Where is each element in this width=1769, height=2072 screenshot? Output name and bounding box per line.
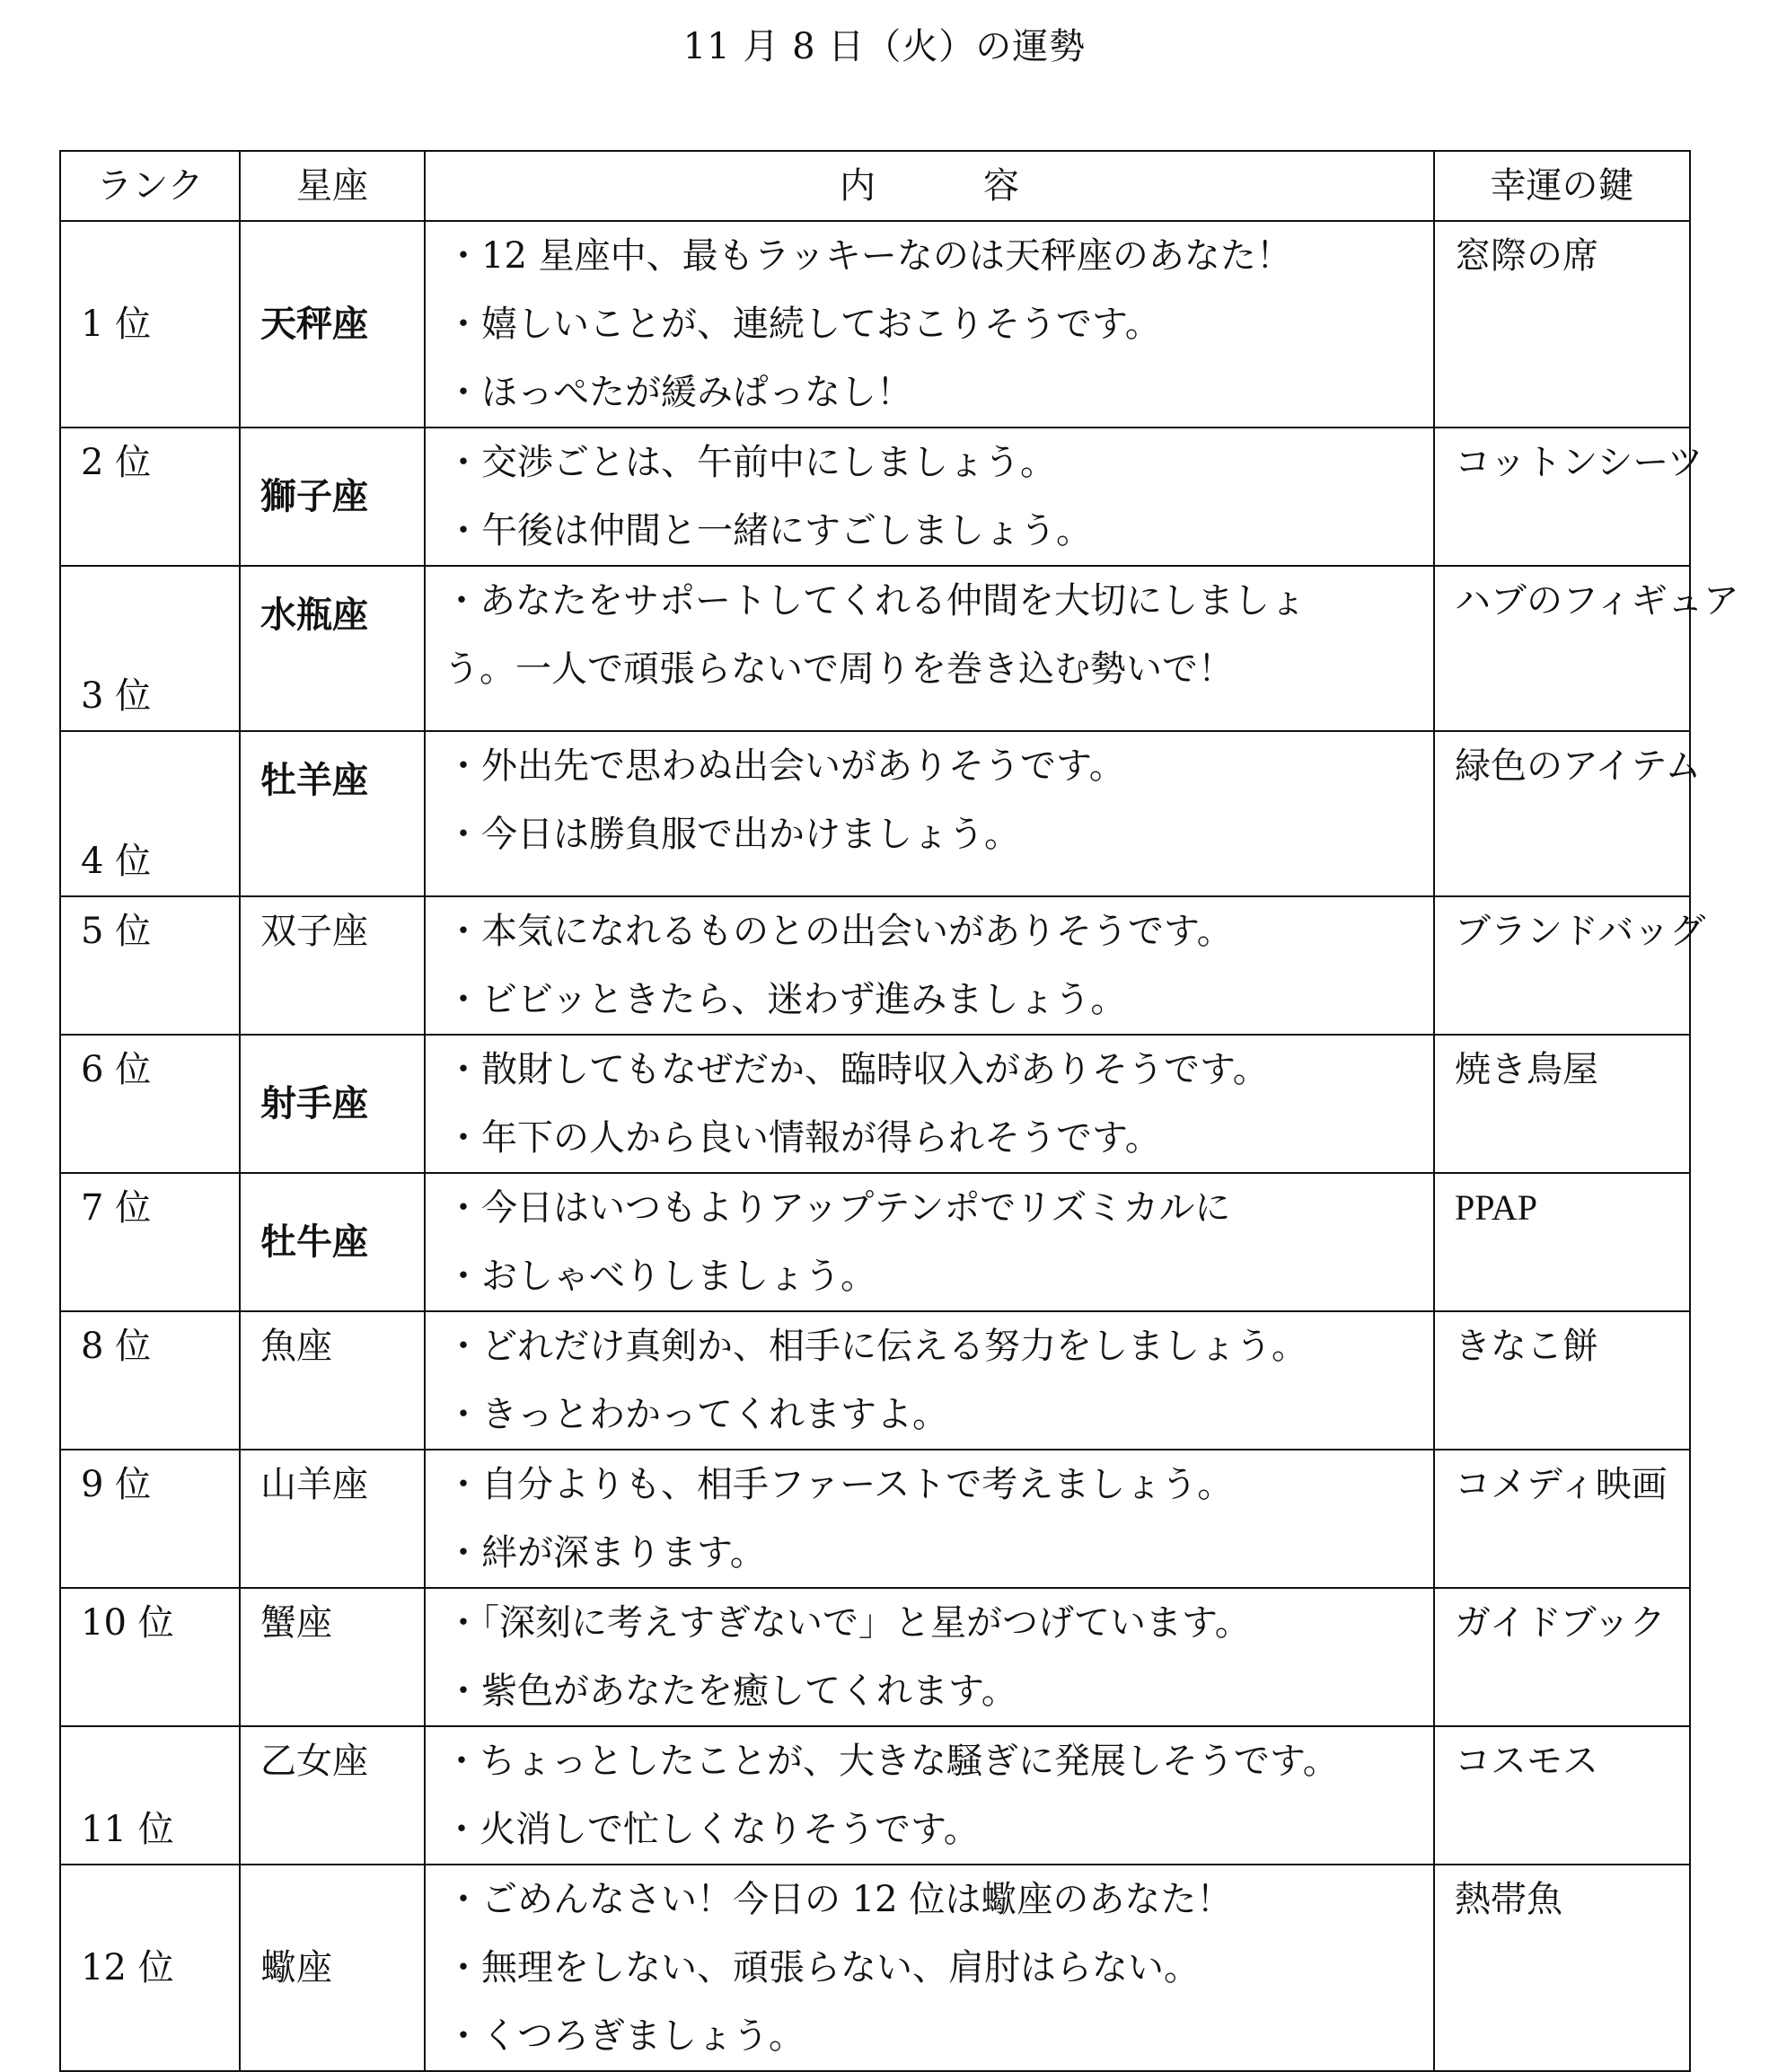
content-cell [425, 896, 1434, 1035]
fortune-table [59, 150, 1739, 2072]
content-cell [425, 1035, 1434, 1173]
content-line: ・交渉ごとは、午前中にしましょう。 [445, 442, 1056, 483]
content-line: ・ちょっとしたことが、大きな騒ぎに発展しそうです。 [444, 1741, 1339, 1782]
content-line: ・年下の人から良い情報が得られそうです。 [445, 1117, 1161, 1159]
header-content: 内 容 [425, 151, 1434, 221]
lucky-key-cell: 熱帯魚 [1434, 1865, 1690, 2071]
rank-cell: 7 位 [60, 1173, 240, 1311]
content-line: ・外出先で思わぬ出会いがありそうです。 [445, 745, 1125, 787]
sign-cell: 射手座 [240, 1035, 425, 1173]
rank-cell: 5 位 [60, 896, 240, 1035]
rank-cell: 6 位 [60, 1035, 240, 1173]
content-line: ・今日はいつもよりアップテンポでリズミカルに [445, 1187, 1231, 1229]
table-row [60, 1173, 1690, 1311]
sign-cell: 蟹座 [240, 1588, 425, 1726]
lucky-key-cell: コスモス [1434, 1726, 1690, 1865]
content-line: ・本気になれるものとの出会いがありそうです。 [445, 911, 1233, 952]
content-line: ・きっとわかってくれますよ。 [445, 1394, 948, 1435]
rank-cell: 3 位 [60, 566, 240, 731]
table-row [60, 731, 1690, 896]
rank-cell: 8 位 [60, 1311, 240, 1450]
header-key: 幸運の鍵 [1434, 151, 1690, 221]
header-rank: ランク [60, 151, 240, 221]
lucky-key-cell: コットンシーツ [1434, 428, 1690, 566]
content-cell [425, 1726, 1434, 1865]
sign-cell: 蠍座 [240, 1865, 425, 2071]
content-line: ・ほっぺたが緩みぱっなし！ [445, 372, 912, 413]
table-row [60, 221, 1690, 428]
content-line: う。一人で頑張らないで周りを巻き込む勢いで！ [444, 648, 1234, 690]
table-row [60, 1035, 1690, 1173]
table-row [60, 1588, 1690, 1726]
rank-cell: 10 位 [60, 1588, 240, 1726]
sign-cell: 牡羊座 [240, 731, 425, 896]
sign-cell: 山羊座 [240, 1450, 425, 1588]
lucky-key-cell: ガイドブック [1434, 1588, 1690, 1726]
content-line: ・絆が深まります。 [445, 1532, 766, 1574]
content-cell [425, 1865, 1434, 2071]
rank-cell: 4 位 [60, 731, 240, 896]
header-sign: 星座 [240, 151, 425, 221]
content-line: ・ごめんなさい！今日の 12 位は蠍座のあなた！ [445, 1879, 1233, 1920]
content-line: ・ビビッときたら、迷わず進みましょう。 [445, 979, 1127, 1020]
sign-cell: 乙女座 [240, 1726, 425, 1865]
lucky-key-cell: ブランドバッグ [1434, 896, 1690, 1035]
content-line: ・紫色があなたを癒してくれます。 [445, 1671, 1017, 1712]
content-line: ・無理をしない、頑張らない、肩肘はらない。 [445, 1947, 1200, 1988]
content-line: ・くつろぎましょう。 [445, 2015, 805, 2057]
rank-cell: 1 位 [60, 221, 240, 428]
lucky-key-cell: PPAP [1434, 1173, 1690, 1311]
sign-cell: 牡牛座 [240, 1173, 425, 1311]
lucky-key-cell: 緑色のアイテム [1434, 731, 1690, 896]
content-line: ・「深刻に考えすぎないで」と星がつげています。 [445, 1602, 1251, 1644]
table-row [60, 1450, 1690, 1588]
content-line: ・散財してもなぜだか、臨時収入がありそうです。 [445, 1049, 1269, 1090]
table-row [60, 566, 1690, 731]
sign-cell: 天秤座 [240, 221, 425, 428]
content-cell [425, 428, 1434, 566]
table-row [60, 428, 1690, 566]
table-row [60, 1726, 1690, 1865]
lucky-key-cell: 焼き鳥屋 [1434, 1035, 1690, 1173]
lucky-key-cell: コメディ映画 [1434, 1450, 1690, 1588]
content-cell [425, 1173, 1434, 1311]
sign-cell: 双子座 [240, 896, 425, 1035]
lucky-key-cell: 窓際の席 [1434, 221, 1690, 428]
rank-cell: 2 位 [60, 428, 240, 566]
content-line: ・どれだけ真剣か、相手に伝える努力をしましょう。 [445, 1326, 1307, 1367]
lucky-key-cell: きなこ餅 [1434, 1311, 1690, 1450]
sign-cell: 獅子座 [240, 428, 425, 566]
content-line: ・自分よりも、相手ファーストで考えましょう。 [445, 1464, 1234, 1505]
content-line: ・あなたをサポートしてくれる仲間を大切にしましょ [444, 580, 1306, 622]
content-cell [425, 566, 1434, 731]
sign-cell: 魚座 [240, 1311, 425, 1450]
table-row [60, 1311, 1690, 1450]
rank-cell: 11 位 [60, 1726, 240, 1865]
content-cell [425, 1450, 1434, 1588]
header-row [60, 151, 1690, 221]
content-cell [425, 221, 1434, 428]
table-row [60, 896, 1690, 1035]
content-line: ・午後は仲間と一緒にすごしましょう。 [445, 510, 1092, 551]
rank-cell: 9 位 [60, 1450, 240, 1588]
content-line: ・おしゃべりしましょう。 [445, 1256, 876, 1297]
table-row [60, 1865, 1690, 2071]
content-line: ・火消しで忙しくなりそうです。 [444, 1809, 980, 1850]
content-cell [425, 1588, 1434, 1726]
content-line: ・嬉しいことが、連続しておこりそうです。 [445, 304, 1161, 345]
content-cell [425, 1311, 1434, 1450]
rank-cell: 12 位 [60, 1865, 240, 2071]
content-line: ・12 星座中、最もラッキーなのは天秤座のあなた！ [445, 235, 1292, 277]
content-line: ・今日は勝負服で出かけましょう。 [445, 814, 1020, 855]
sign-cell: 水瓶座 [240, 566, 425, 731]
content-cell [425, 731, 1434, 896]
lucky-key-cell: ハブのフィギュア [1434, 566, 1690, 731]
page-title: 11 月 8 日（火）の運勢 [682, 26, 1087, 67]
